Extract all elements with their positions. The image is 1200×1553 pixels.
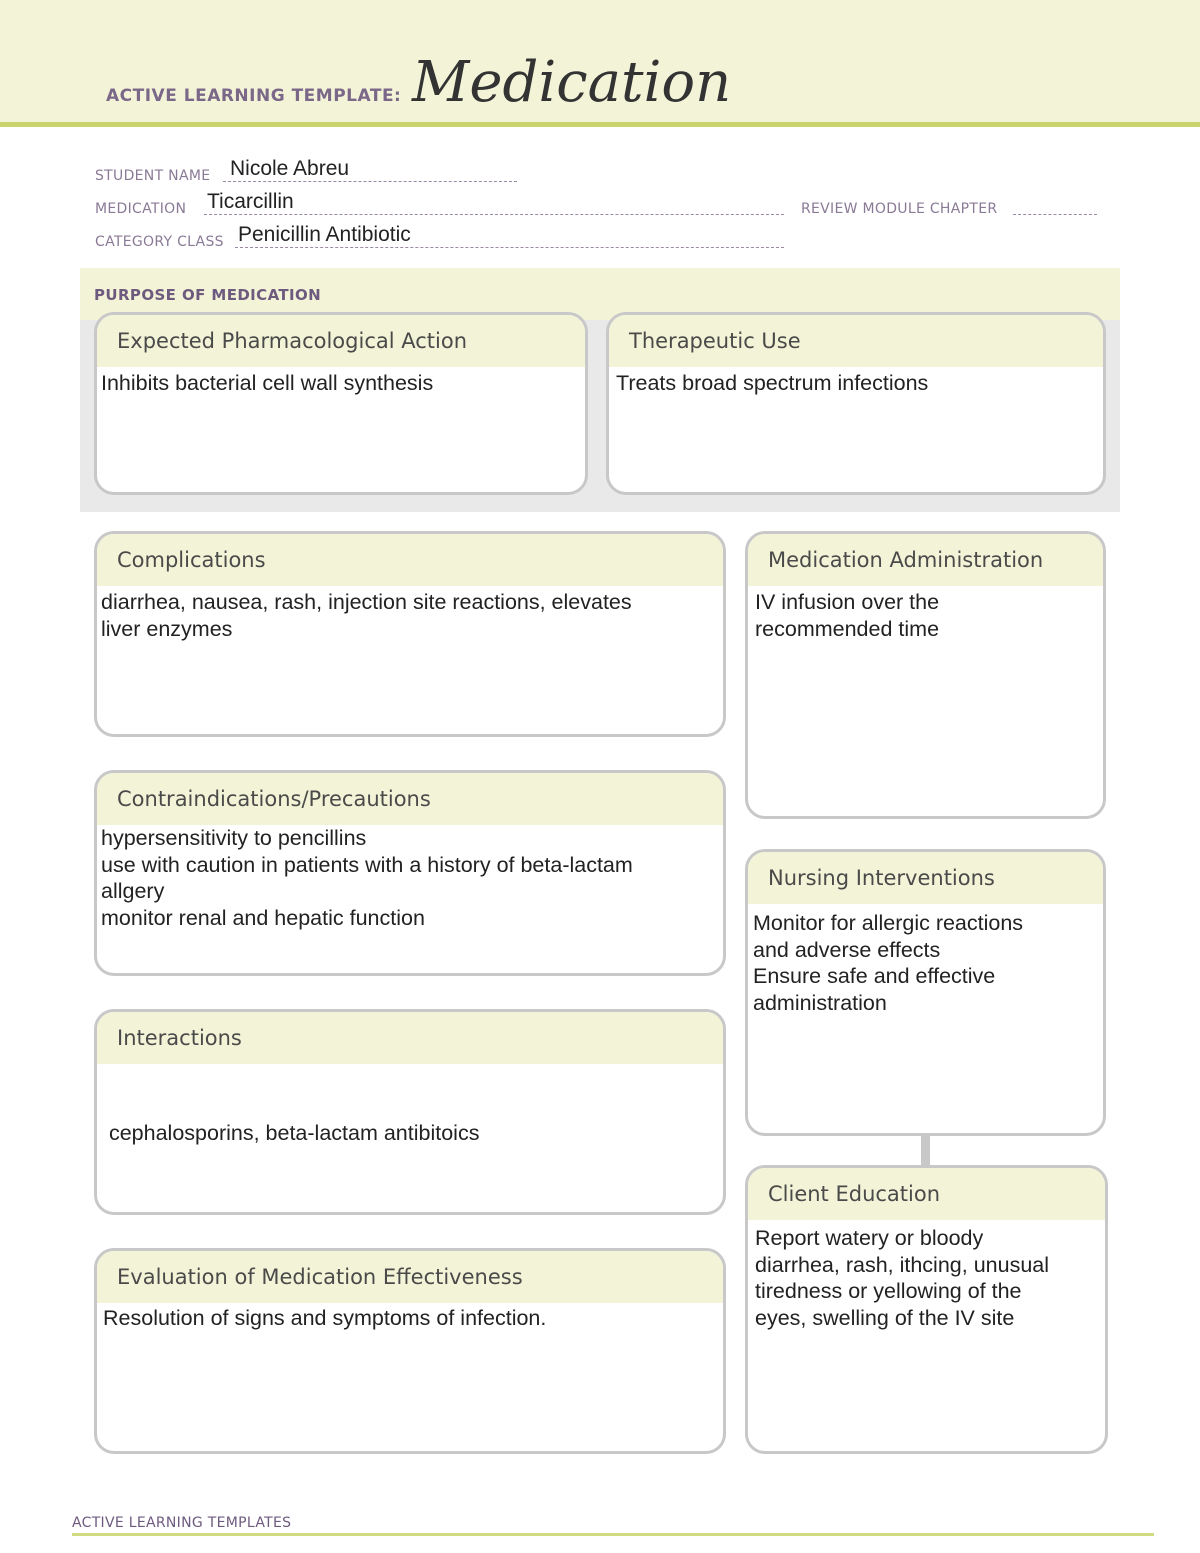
complications-text xyxy=(97,586,723,642)
expected-action-box[interactable] xyxy=(94,312,588,495)
medication-administration-header xyxy=(748,534,1103,586)
client-education-header xyxy=(748,1168,1105,1220)
nursing-interventions-line: Ensure safe and effective xyxy=(753,964,996,988)
contraindications-line: monitor renal and hepatic function xyxy=(101,905,425,930)
contraindications-line: hypersensitivity to pencillins xyxy=(101,826,367,850)
therapeutic-use-title: Therapeutic Use xyxy=(629,329,801,353)
client-education-line: tiredness or yellowing of the xyxy=(755,1279,1022,1303)
complications-header xyxy=(97,534,723,586)
therapeutic-use-header xyxy=(609,315,1103,367)
evaluation-box[interactable] xyxy=(94,1248,726,1454)
student-name-line xyxy=(223,181,517,182)
footer-rule xyxy=(72,1533,1154,1536)
nursing-interventions-box[interactable] xyxy=(745,849,1106,1136)
client-education-line: eyes, swelling of the IV site xyxy=(755,1305,1015,1330)
category-class-line xyxy=(235,247,784,248)
therapeutic-use-box[interactable] xyxy=(606,312,1106,495)
evaluation-header xyxy=(97,1251,723,1303)
nursing-interventions-header xyxy=(748,852,1103,904)
medication-administration-text xyxy=(748,586,1103,642)
client-education-line: Report watery or bloody xyxy=(755,1226,984,1250)
review-module-field[interactable] xyxy=(1013,214,1097,215)
expected-action-line: Inhibits bacterial cell wall synthesis xyxy=(101,371,434,395)
medication-label: MEDICATION xyxy=(95,201,187,217)
medication-administration-title: Medication Administration xyxy=(768,548,1044,572)
expected-action-title: Expected Pharmacological Action xyxy=(117,329,468,353)
evaluation-title: Evaluation of Medication Effectiveness xyxy=(117,1265,523,1289)
student-name-row xyxy=(95,157,525,184)
footer-label: ACTIVE LEARNING TEMPLATES xyxy=(72,1515,292,1531)
contraindications-header xyxy=(97,773,723,825)
medication-row xyxy=(95,190,1105,217)
nursing-interventions-line: Monitor for allergic reactions xyxy=(753,911,1024,935)
contraindications-box[interactable] xyxy=(94,770,726,976)
interactions-header xyxy=(97,1012,723,1064)
medication-administration-line: IV infusion over the xyxy=(755,590,940,614)
therapeutic-use-line: Treats broad spectrum infections xyxy=(616,371,929,395)
category-class-label: CATEGORY CLASS xyxy=(95,234,224,250)
nursing-interventions-title: Nursing Interventions xyxy=(768,866,995,890)
nursing-interventions-line: administration xyxy=(753,990,887,1015)
box-connector xyxy=(921,1134,930,1168)
category-class-row xyxy=(95,223,795,250)
medication-administration-line: recommended time xyxy=(755,616,940,641)
evaluation-text xyxy=(97,1303,723,1332)
interactions-line: cephalosporins, beta-lactam antibitoics xyxy=(103,1121,480,1145)
contraindications-text xyxy=(97,825,723,931)
contraindications-line: allgery xyxy=(101,879,165,903)
student-name-field[interactable]: Nicole Abreu xyxy=(230,157,350,180)
therapeutic-use-text xyxy=(609,367,1103,397)
interactions-box[interactable] xyxy=(94,1009,726,1215)
category-class-field[interactable]: Penicillin Antibiotic xyxy=(238,223,411,246)
client-education-title: Client Education xyxy=(768,1182,941,1206)
contraindications-title: Contraindications/Precautions xyxy=(117,787,431,811)
complications-line: liver enzymes xyxy=(101,616,233,641)
interactions-text xyxy=(97,1064,723,1200)
purpose-title: PURPOSE OF MEDICATION xyxy=(94,286,322,304)
interactions-title: Interactions xyxy=(117,1026,242,1050)
evaluation-line: Resolution of signs and symptoms of infection. xyxy=(103,1306,547,1330)
nursing-interventions-line: and adverse effects xyxy=(753,937,941,962)
header-rule xyxy=(0,122,1200,127)
medication-line xyxy=(204,214,784,215)
complications-line: diarrhea, nausea, rash, injection site reactions, elevates xyxy=(101,590,632,614)
student-name-label: STUDENT NAME xyxy=(95,168,211,184)
expected-action-text xyxy=(97,367,585,397)
client-education-line: diarrhea, rash, ithcing, unusual xyxy=(755,1252,1050,1277)
nursing-interventions-text xyxy=(748,904,1103,1016)
contraindications-line: use with caution in patients with a history of beta-lactam xyxy=(101,852,633,877)
page-title: Medication xyxy=(412,50,732,115)
review-module-label: REVIEW MODULE CHAPTER xyxy=(801,201,998,217)
complications-box[interactable] xyxy=(94,531,726,737)
header-label: ACTIVE LEARNING TEMPLATE: xyxy=(106,86,402,106)
expected-action-header xyxy=(97,315,585,367)
medication-field[interactable]: Ticarcillin xyxy=(207,190,294,213)
medication-administration-box[interactable] xyxy=(745,531,1106,819)
client-education-box[interactable] xyxy=(745,1165,1108,1454)
complications-title: Complications xyxy=(117,548,266,572)
client-education-text xyxy=(748,1220,1105,1331)
